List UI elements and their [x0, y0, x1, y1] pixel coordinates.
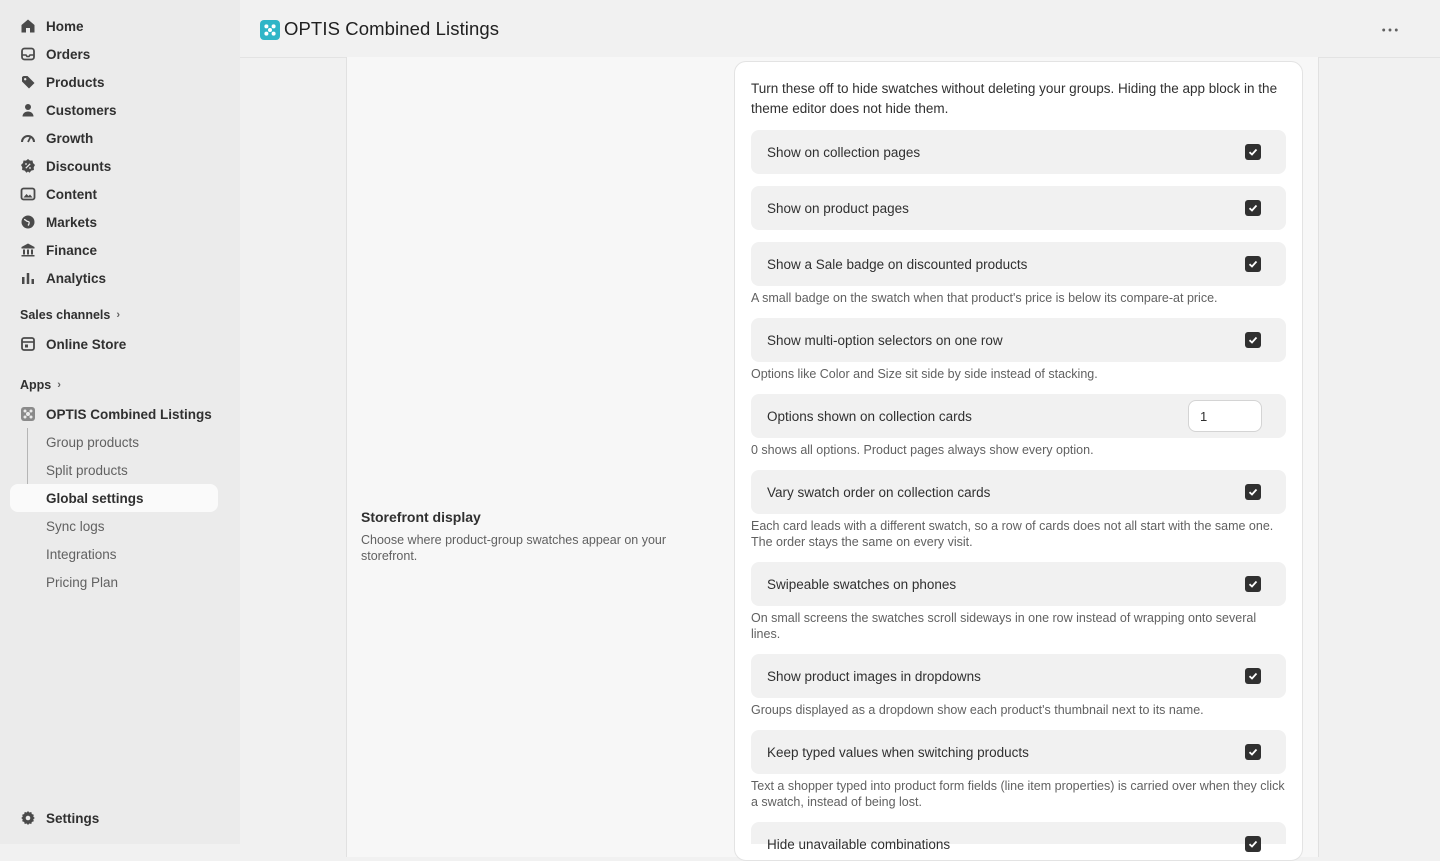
sales-channels-label: Sales channels: [20, 308, 111, 322]
app-logo-icon: [260, 20, 280, 40]
sidebar-item-label: Products: [46, 74, 105, 90]
inbox-icon: [20, 46, 36, 62]
sidebar-item-label: Home: [46, 18, 84, 34]
chevron-right-icon: ›: [57, 379, 61, 391]
checkbox-checked[interactable]: [1245, 836, 1261, 852]
toggle-sale-badge[interactable]: [751, 242, 1286, 286]
sub-item-label: Sync logs: [46, 518, 105, 534]
sidebar-item-label: Growth: [46, 130, 94, 146]
checkbox-checked[interactable]: [1245, 744, 1261, 760]
image-icon: [20, 186, 36, 202]
sidebar-item-growth[interactable]: [10, 124, 218, 152]
row-label: Options shown on collection cards: [767, 408, 972, 424]
sidebar-item-discounts[interactable]: [10, 152, 218, 180]
person-icon: [20, 102, 36, 118]
sidebar-item-label: Markets: [46, 214, 98, 230]
options-shown-row: [751, 394, 1286, 438]
help-text: Each card leads with a different swatch, so a row of cards does not all start with the same one. The order stays the same on every visit.: [751, 519, 1274, 549]
sub-item-label: Group products: [46, 434, 140, 450]
sidebar-item-home[interactable]: [10, 12, 218, 40]
sidebar-item-content[interactable]: [10, 180, 218, 208]
sidebar-sub-global-settings[interactable]: [10, 484, 218, 512]
toggle-keep-typed-values[interactable]: [751, 730, 1286, 774]
row-label: Show product images in dropdowns: [767, 668, 981, 684]
toggle-collection-pages[interactable]: [751, 130, 1286, 174]
sub-item-label: Pricing Plan: [46, 574, 119, 590]
checkbox-checked[interactable]: [1245, 484, 1261, 500]
sidebar-item-markets[interactable]: [10, 208, 218, 236]
sidebar-item-analytics[interactable]: [10, 264, 218, 292]
chevron-right-icon: ›: [116, 309, 120, 321]
sidebar-item-finance[interactable]: [10, 236, 218, 264]
gauge-icon: [20, 130, 36, 146]
gear-icon: [20, 810, 36, 826]
checkbox-checked[interactable]: [1245, 256, 1261, 272]
sub-item-label: Split products: [46, 462, 128, 478]
help-text: A small badge on the swatch when that product's price is below its compare-at price.: [751, 291, 1218, 305]
section-title: Storefront display: [361, 509, 481, 525]
sidebar-sub-pricing-plan[interactable]: [10, 568, 218, 596]
sidebar-item-optis-app[interactable]: [10, 400, 218, 428]
sidebar-item-label: Online Store: [46, 336, 127, 352]
apps-label: Apps: [20, 378, 52, 392]
more-actions-button[interactable]: [1378, 18, 1402, 42]
sidebar-item-label: Orders: [46, 46, 91, 62]
sidebar-item-online-store[interactable]: [10, 330, 218, 358]
discount-icon: [20, 158, 36, 174]
ellipsis-icon: [1381, 27, 1399, 33]
sidebar-sub-integrations[interactable]: [10, 540, 218, 568]
store-icon: [20, 336, 36, 352]
sidebar-item-orders[interactable]: [10, 40, 218, 68]
sidebar-sub-sync-logs[interactable]: [10, 512, 218, 540]
toggle-product-pages[interactable]: [751, 186, 1286, 230]
checkbox-checked[interactable]: [1245, 200, 1261, 216]
toggle-dropdown-images[interactable]: [751, 654, 1286, 698]
globe-icon: [20, 214, 36, 230]
row-label: Show on collection pages: [767, 144, 921, 160]
row-label: Vary swatch order on collection cards: [767, 484, 991, 500]
sidebar-item-customers[interactable]: [10, 96, 218, 124]
bank-icon: [20, 242, 36, 258]
sidebar-sub-group-products[interactable]: [10, 428, 218, 456]
sales-channels-heading[interactable]: [20, 308, 120, 322]
home-icon: [20, 18, 36, 34]
sidebar-item-label: Content: [46, 186, 97, 202]
bar-chart-icon: [20, 270, 36, 286]
app-icon: [20, 406, 36, 422]
row-label: Show a Sale badge on discounted products: [767, 256, 1028, 272]
sidebar-item-label: Analytics: [46, 270, 107, 286]
card-intro: Turn these off to hide swatches without deleting your groups. Hiding the app block in the theme editor does not hide them.: [751, 81, 1278, 116]
page-title: OPTIS Combined Listings: [284, 18, 500, 39]
sidebar: [0, 0, 240, 844]
row-label: Hide unavailable combinations: [767, 837, 951, 852]
checkbox-checked[interactable]: [1245, 144, 1261, 160]
apps-heading[interactable]: [20, 378, 61, 392]
row-label: Show on product pages: [767, 200, 909, 216]
sidebar-item-label: Customers: [46, 102, 117, 118]
checkbox-checked[interactable]: [1245, 668, 1261, 684]
sidebar-item-settings[interactable]: [10, 804, 218, 832]
toggle-vary-swatch-order[interactable]: [751, 470, 1286, 514]
app-header: [240, 0, 1440, 58]
checkbox-checked[interactable]: [1245, 332, 1261, 348]
help-text: On small screens the swatches scroll sideways in one row instead of wrapping onto several lines.: [751, 611, 1257, 641]
row-label: Keep typed values when switching products: [767, 744, 1029, 760]
sidebar-item-label: Discounts: [46, 158, 112, 174]
row-label: Swipeable swatches on phones: [767, 576, 957, 592]
help-text: Text a shopper typed into product form fields (line item properties) is carried over when they click a swatch, instead of being lost.: [751, 779, 1285, 809]
tag-icon: [20, 74, 36, 90]
sub-item-label: Global settings: [46, 490, 144, 506]
help-text: Options like Color and Size sit side by side instead of stacking.: [751, 367, 1098, 381]
help-text: Groups displayed as a dropdown show each product's thumbnail next to its name.: [751, 703, 1204, 717]
toggle-multi-option-one-row[interactable]: [751, 318, 1286, 362]
row-label: Show multi-option selectors on one row: [767, 332, 1003, 348]
toggle-hide-unavailable[interactable]: [751, 822, 1286, 852]
checkbox-checked[interactable]: [1245, 576, 1261, 592]
sidebar-sub-split-products[interactable]: [10, 456, 218, 484]
sidebar-item-label: Finance: [46, 242, 98, 258]
help-text: 0 shows all options. Product pages always show every option.: [751, 443, 1094, 457]
sidebar-item-products[interactable]: [10, 68, 218, 96]
toggle-swipeable-swatches[interactable]: [751, 562, 1286, 606]
sidebar-item-label: Settings: [46, 810, 100, 826]
sub-item-label: Integrations: [46, 546, 117, 562]
options-count-input[interactable]: [1188, 400, 1262, 432]
section-description: Choose where product-group swatches appear on your storefront.: [361, 533, 667, 563]
sidebar-item-label: OPTIS Combined Listings: [46, 406, 212, 422]
